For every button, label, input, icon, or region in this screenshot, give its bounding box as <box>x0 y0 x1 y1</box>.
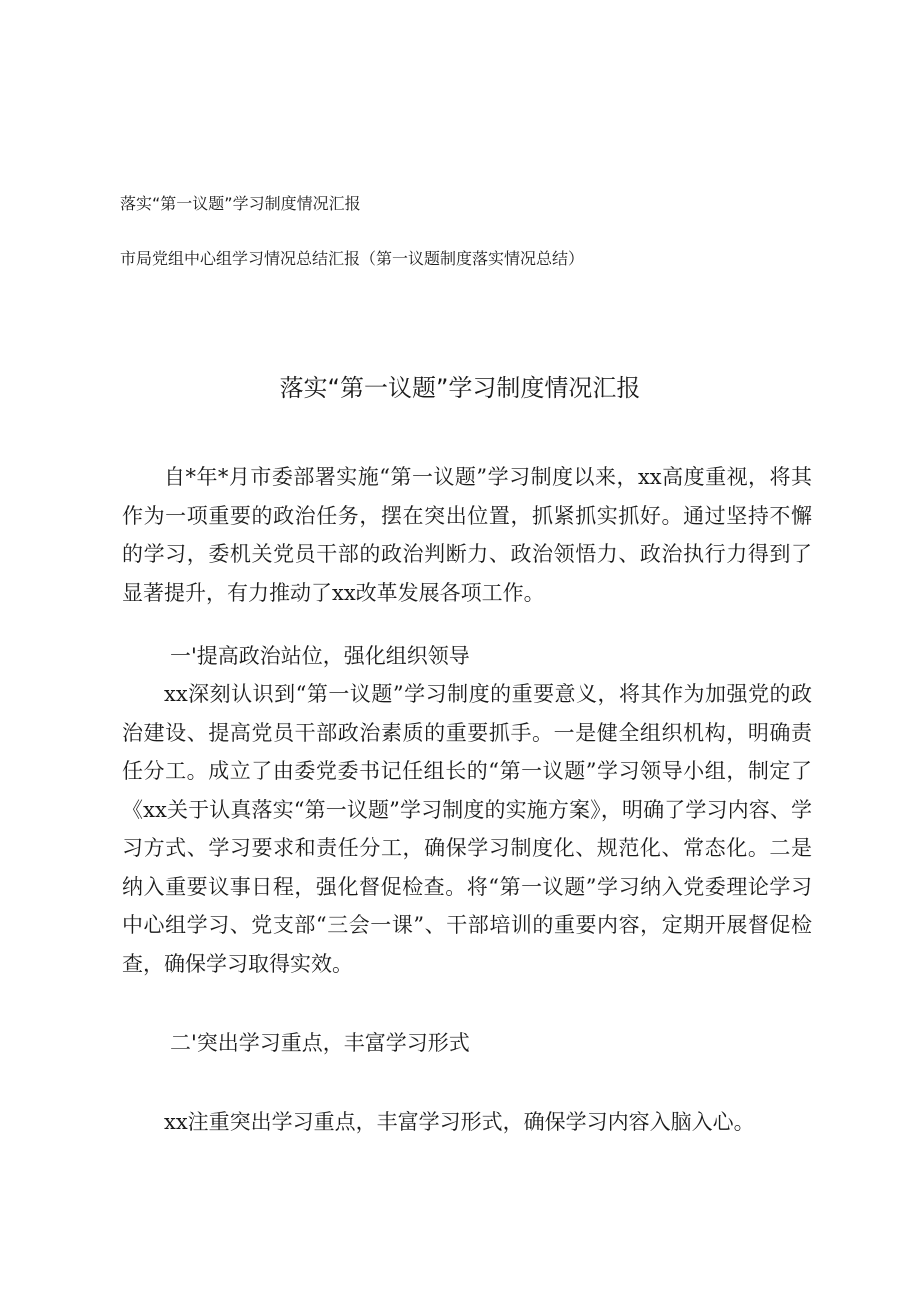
header-title-line: 落实“第一议题”学习制度情况汇报 <box>120 194 361 213</box>
document-title: 落实“第一议题”学习制度情况汇报 <box>279 374 641 402</box>
body-paragraph-section2: xx注重突出学习重点，丰富学习形式，确保学习内容入脑入心。 <box>164 1110 755 1134</box>
body-paragraph-section1: xx深刻认识到“第一议题”学习制度的重要意义，将其作为加强党的政治建设、提高党员干部政治素质的重要抓手。一是健全组织机构，明确责任分工。成立了由委党委书记任组长的“第一议题”学习领导小组，制定了《xx关于认真落实“第一议题”学习制度的实施方案》，明确了学习内容、学习方式、学习要求和责任分工，确保学习制度化、规范化、常态化。二是纳入重要议事日程，强化督促检查。将“第一议题”学习纳入党委理论学习中心组学习、党支部“三会一课”、干部培训的重要内容，定期开展督促检查，确保学习取得实效。 <box>122 682 812 976</box>
body-paragraph-intro: 自*年*月市委部署实施“第一议题”学习制度以来，xx高度重视，将其作为一项重要的政治任务，摆在突出位置，抓紧抓实抓好。通过坚持不懈的学习，委机关党员干部的政治判断力、政治领悟力、政治执行力得到了显著提升，有力推动了xx改革发展各项工作。 <box>122 465 812 605</box>
header-subtitle-line: 市局党组中心组学习情况总结汇报（第一议题制度落实情况总结） <box>120 249 585 268</box>
section-heading-1: 一'提高政治站位，强化组织领导 <box>170 644 470 668</box>
section-heading-2: 二'突出学习重点，丰富学习形式 <box>170 1031 470 1055</box>
